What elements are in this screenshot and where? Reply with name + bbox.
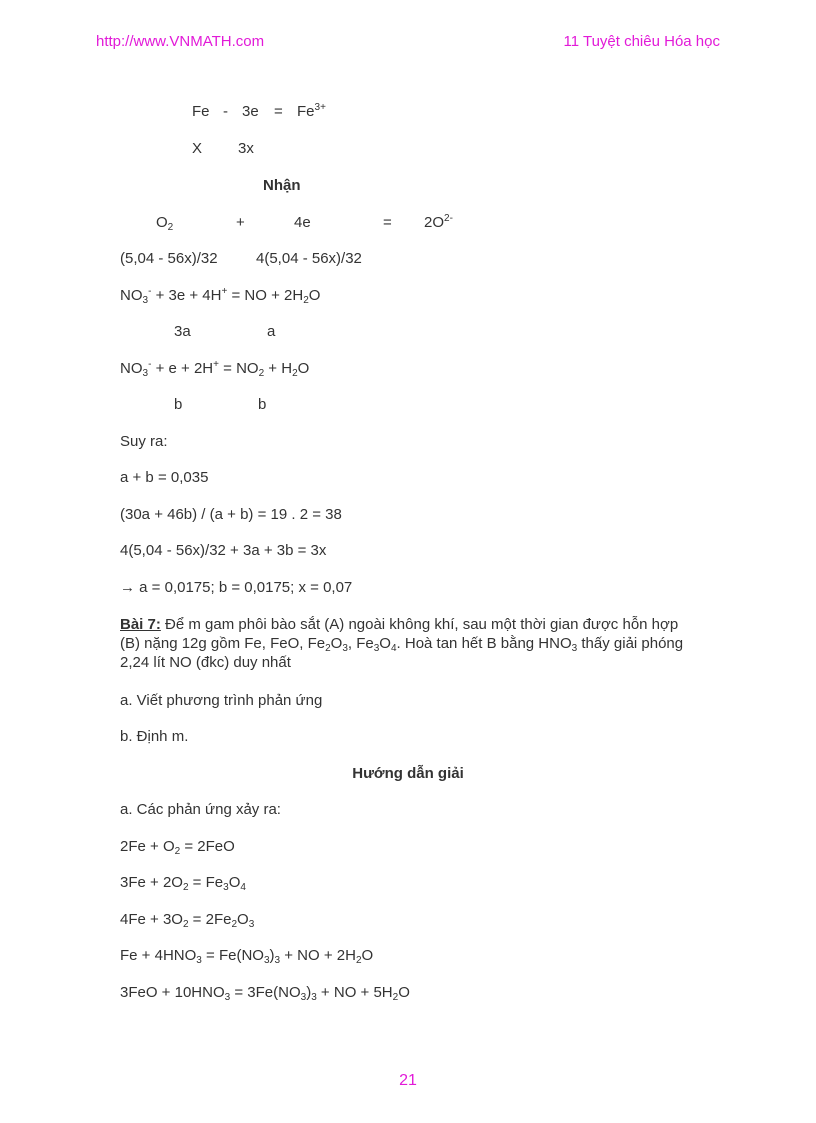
reaction-2: $3Fe + 2O_2 = Fe_3O_4$: [120, 874, 246, 893]
no2-row-b2: b: [258, 396, 267, 413]
fe-electrons: 3e: [242, 103, 259, 120]
bai7-label: Bài 7:: [120, 616, 161, 633]
o2-equals: =: [383, 214, 392, 231]
guide-title: Hướng dẫn giải: [352, 765, 464, 782]
no2-equation: $NO_3^- + e + 2H^+ = NO_2 + H_2O$: [120, 359, 310, 379]
equation-result: → a = 0,0175; b = 0,0175; x = 0,07: [120, 579, 353, 596]
page-number: 21: [399, 1072, 417, 1089]
reaction-1: $2Fe + O_2 = 2FeO$: [120, 838, 235, 857]
fe-equals: =: [274, 103, 283, 120]
no-row-3a: 3a: [174, 323, 191, 340]
reaction-4: $Fe + 4HNO_3 = Fe(NO_3)_3$ + NO + $2H_2O$: [120, 947, 374, 966]
o2-product: $2O^{2-}$: [424, 213, 453, 231]
o2-row-electrons: 4(5,04 - 56x)/32: [256, 250, 362, 267]
fe-row-3x: 3x: [238, 140, 254, 157]
header-website-link[interactable]: http://www.VNMATH.com: [96, 33, 265, 50]
fe-ion: $Fe^{3+}$: [297, 102, 326, 120]
equation-average-mass: (30a + 46b) / (a + b) = 19 . 2 = 38: [120, 506, 342, 523]
nhan-heading: Nhận: [263, 177, 301, 194]
no-row-a: a: [267, 323, 276, 340]
o2-molecule: $O_2$: [156, 214, 174, 233]
fe-symbol: Fe: [192, 103, 210, 120]
header-book-title: 11 Tuyệt chiêu Hóa học: [563, 33, 720, 50]
question-a: a. Viết phương trình phản ứng: [120, 692, 323, 709]
suy-ra: Suy ra:: [120, 433, 168, 450]
o2-plus: +: [236, 214, 245, 231]
equation-electron-balance: 4(5,04 - 56x)/32 + 3a + 3b = 3x: [120, 542, 327, 559]
no-equation: $NO_3^- + 3e + 4H^+$ = NO + $2H_2O$: [120, 286, 321, 306]
guide-a: a. Các phản ứng xảy ra:: [120, 801, 281, 818]
reaction-3: $4Fe + 3O_2 = 2Fe_2O_3$: [120, 911, 255, 930]
bai7-paragraph: Bài 7: Để m gam phôi bào sắt (A) ngoài không khí, sau một thời gian được hỗn hợp (B) nặng 12g gồm Fe, FeO, $Fe_2O_3$, $Fe_3O_4$. Hoà tan hết B bằng $HNO_3$ thấy giải phóng 2,24 lít NO (đkc) duy nhất: [120, 616, 684, 671]
o2-electrons: 4e: [294, 214, 311, 231]
no2-row-b1: b: [174, 396, 183, 413]
fe-row-x: X: [192, 140, 203, 157]
reaction-5: $3FeO + 10HNO_3 = 3Fe(NO_3)_3$ + NO + $5H_2O$: [120, 984, 410, 1003]
equation-sum: a + b = 0,035: [120, 469, 209, 486]
fe-minus: -: [223, 103, 228, 120]
o2-row-moles: (5,04 - 56x)/32: [120, 250, 218, 267]
question-b: b. Định m.: [120, 728, 189, 745]
